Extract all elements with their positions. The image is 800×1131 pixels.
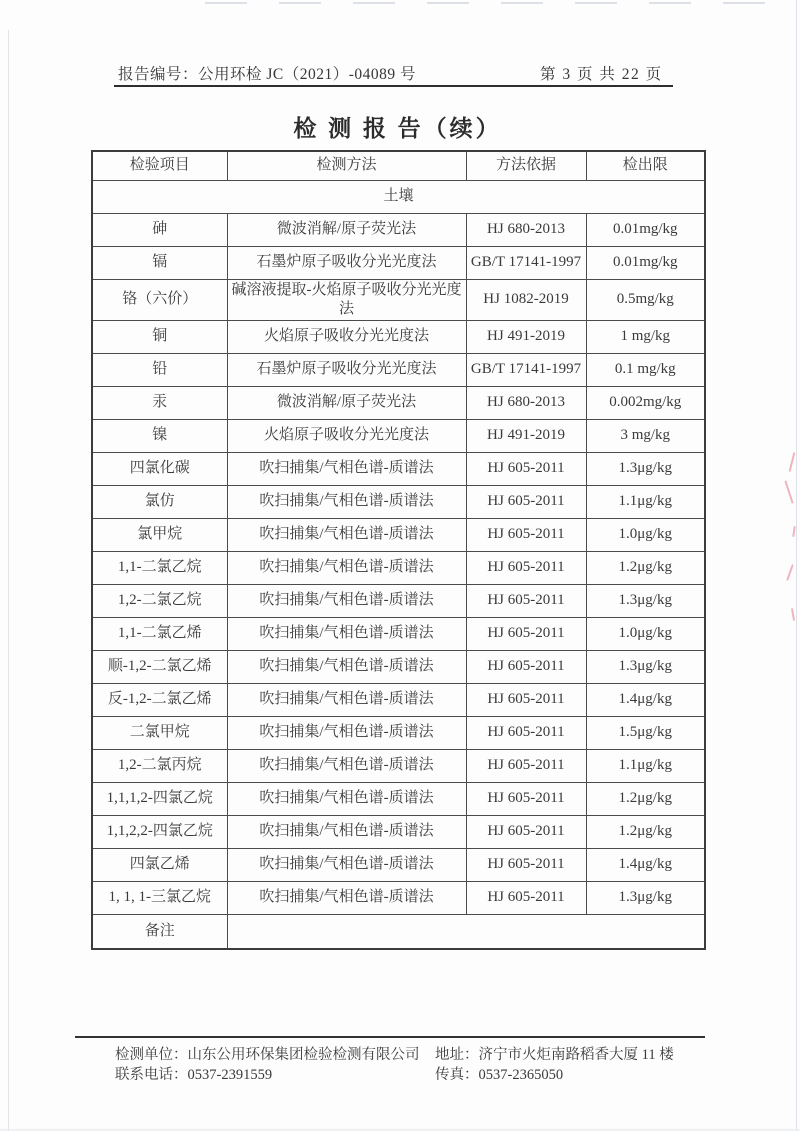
cell-method: 吹扫捕集/气相色谱-质谱法 (227, 584, 466, 617)
cell-basis: HJ 605-2011 (466, 584, 586, 617)
cell-basis: HJ 605-2011 (466, 551, 586, 584)
footer-divider (75, 1036, 705, 1038)
cell-item: 1,2-二氯丙烷 (92, 749, 227, 782)
cell-method: 吹扫捕集/气相色谱-质谱法 (227, 617, 466, 650)
cell-basis: GB/T 17141-1997 (466, 353, 586, 386)
cell-method: 微波消解/原子荧光法 (227, 213, 466, 246)
cell-method: 吹扫捕集/气相色谱-质谱法 (227, 749, 466, 782)
cell-limit: 1.4μg/kg (586, 683, 705, 716)
table-row (92, 716, 705, 749)
cell-item: 铬（六价） (92, 279, 227, 320)
cell-basis: HJ 605-2011 (466, 782, 586, 815)
cell-method: 碱溶液提取-火焰原子吸收分光光度法 (227, 279, 466, 320)
footer-fax: 传真：0537-2365050 (435, 1067, 564, 1083)
page-number-info: 第 3 页 共 22 页 (540, 66, 663, 83)
table-row (92, 419, 705, 452)
document-title: 检 测 报 告（续） (293, 116, 502, 141)
cell-item: 氯仿 (92, 485, 227, 518)
table-row (92, 246, 705, 279)
cell-item: 四氯化碳 (92, 452, 227, 485)
cell-item: 铜 (92, 320, 227, 353)
table-row (92, 279, 705, 320)
cell-method: 石墨炉原子吸收分光光度法 (227, 246, 466, 279)
cell-item: 顺-1,2-二氯乙烯 (92, 650, 227, 683)
cell-basis: HJ 605-2011 (466, 881, 586, 914)
column-header-method: 检测方法 (227, 151, 466, 180)
cell-item: 1,1,2,2-四氯乙烷 (92, 815, 227, 848)
cell-item: 氯甲烷 (92, 518, 227, 551)
table-row (92, 650, 705, 683)
cell-limit: 0.01mg/kg (586, 213, 705, 246)
test-report-table (91, 150, 706, 950)
table-row (92, 881, 705, 914)
cell-basis: HJ 605-2011 (466, 683, 586, 716)
cell-method: 吹扫捕集/气相色谱-质谱法 (227, 518, 466, 551)
cell-limit: 1.3μg/kg (586, 452, 705, 485)
cell-method: 吹扫捕集/气相色谱-质谱法 (227, 881, 466, 914)
cell-limit: 1.3μg/kg (586, 584, 705, 617)
table-row (92, 551, 705, 584)
report-number: 报告编号：公用环检 JC（2021）-04089 号 (118, 66, 417, 83)
table-row (92, 848, 705, 881)
cell-basis: HJ 605-2011 (466, 848, 586, 881)
table-row (92, 815, 705, 848)
cell-limit: 1.2μg/kg (586, 551, 705, 584)
column-header-limit: 检出限 (586, 151, 705, 180)
footer-org: 检测单位：山东公用环保集团检验检测有限公司 (115, 1047, 420, 1063)
cell-basis: HJ 605-2011 (466, 716, 586, 749)
cell-item: 四氯乙烯 (92, 848, 227, 881)
remark-label: 备注 (92, 914, 227, 949)
cell-item: 砷 (92, 213, 227, 246)
cell-limit: 1.2μg/kg (586, 815, 705, 848)
table-row (92, 749, 705, 782)
remark-row (92, 914, 705, 949)
cell-method: 火焰原子吸收分光光度法 (227, 320, 466, 353)
cell-basis: HJ 491-2019 (466, 419, 586, 452)
cell-basis: HJ 605-2011 (466, 452, 586, 485)
cell-limit: 1.3μg/kg (586, 650, 705, 683)
cell-method: 吹扫捕集/气相色谱-质谱法 (227, 650, 466, 683)
cell-limit: 1.0μg/kg (586, 518, 705, 551)
cell-method: 吹扫捕集/气相色谱-质谱法 (227, 716, 466, 749)
cell-method: 吹扫捕集/气相色谱-质谱法 (227, 848, 466, 881)
cell-basis: HJ 680-2013 (466, 386, 586, 419)
cell-item: 1,2-二氯乙烷 (92, 584, 227, 617)
cell-item: 二氯甲烷 (92, 716, 227, 749)
red-ink-mark (786, 564, 794, 581)
table-row (92, 452, 705, 485)
cell-limit: 0.01mg/kg (586, 246, 705, 279)
cell-method: 吹扫捕集/气相色谱-质谱法 (227, 551, 466, 584)
cell-item: 镉 (92, 246, 227, 279)
cell-method: 火焰原子吸收分光光度法 (227, 419, 466, 452)
table-row (92, 782, 705, 815)
table-row (92, 683, 705, 716)
cell-basis: HJ 605-2011 (466, 749, 586, 782)
cell-limit: 1.5μg/kg (586, 716, 705, 749)
table-row (92, 485, 705, 518)
cell-method: 吹扫捕集/气相色谱-质谱法 (227, 815, 466, 848)
scan-right-edge-artifact (796, 0, 797, 1131)
cell-basis: HJ 605-2011 (466, 485, 586, 518)
cell-basis: HJ 605-2011 (466, 617, 586, 650)
cell-limit: 1.2μg/kg (586, 782, 705, 815)
cell-limit: 0.002mg/kg (586, 386, 705, 419)
cell-limit: 3 mg/kg (586, 419, 705, 452)
table-row (92, 353, 705, 386)
scan-left-edge-artifact (8, 30, 9, 1131)
cell-method: 微波消解/原子荧光法 (227, 386, 466, 419)
cell-basis: HJ 605-2011 (466, 650, 586, 683)
cell-item: 1,1-二氯乙烷 (92, 551, 227, 584)
cell-method: 吹扫捕集/气相色谱-质谱法 (227, 452, 466, 485)
cell-item: 铅 (92, 353, 227, 386)
footer-address: 地址：济宁市火炬南路稻香大厦 11 楼 (435, 1047, 674, 1063)
table-body (92, 213, 705, 914)
cell-limit: 1 mg/kg (586, 320, 705, 353)
table-row (92, 584, 705, 617)
table-row (92, 518, 705, 551)
cell-method: 石墨炉原子吸收分光光度法 (227, 353, 466, 386)
table-row (92, 386, 705, 419)
table-row (92, 320, 705, 353)
cell-limit: 1.1μg/kg (586, 485, 705, 518)
cell-basis: HJ 1082-2019 (466, 279, 586, 320)
footer-phone: 联系电话：0537-2391559 (115, 1067, 273, 1083)
red-ink-mark (789, 452, 796, 472)
table-row (92, 213, 705, 246)
section-row-soil (92, 180, 705, 213)
cell-limit: 1.0μg/kg (586, 617, 705, 650)
table-header-row (92, 151, 705, 180)
red-ink-mark (784, 480, 793, 503)
cell-method: 吹扫捕集/气相色谱-质谱法 (227, 782, 466, 815)
remark-value (227, 914, 705, 949)
table-row (92, 617, 705, 650)
cell-basis: HJ 680-2013 (466, 213, 586, 246)
cell-item: 镍 (92, 419, 227, 452)
cell-basis: HJ 605-2011 (466, 518, 586, 551)
cell-limit: 0.5mg/kg (586, 279, 705, 320)
scan-top-edge-artifact (205, 2, 790, 4)
cell-limit: 0.1 mg/kg (586, 353, 705, 386)
cell-item: 1,1,1,2-四氯乙烷 (92, 782, 227, 815)
cell-item: 汞 (92, 386, 227, 419)
cell-limit: 1.1μg/kg (586, 749, 705, 782)
cell-basis: HJ 605-2011 (466, 815, 586, 848)
column-header-basis: 方法依据 (466, 151, 586, 180)
red-ink-mark (791, 608, 795, 621)
cell-basis: GB/T 17141-1997 (466, 246, 586, 279)
header-divider (114, 85, 673, 87)
cell-method: 吹扫捕集/气相色谱-质谱法 (227, 485, 466, 518)
section-label: 土壤 (92, 180, 705, 213)
cell-limit: 1.3μg/kg (586, 881, 705, 914)
cell-basis: HJ 491-2019 (466, 320, 586, 353)
cell-method: 吹扫捕集/气相色谱-质谱法 (227, 683, 466, 716)
cell-item: 反-1,2-二氯乙烯 (92, 683, 227, 716)
cell-item: 1,1-二氯乙烯 (92, 617, 227, 650)
cell-limit: 1.4μg/kg (586, 848, 705, 881)
column-header-item: 检验项目 (92, 151, 227, 180)
cell-item: 1, 1, 1-三氯乙烷 (92, 881, 227, 914)
